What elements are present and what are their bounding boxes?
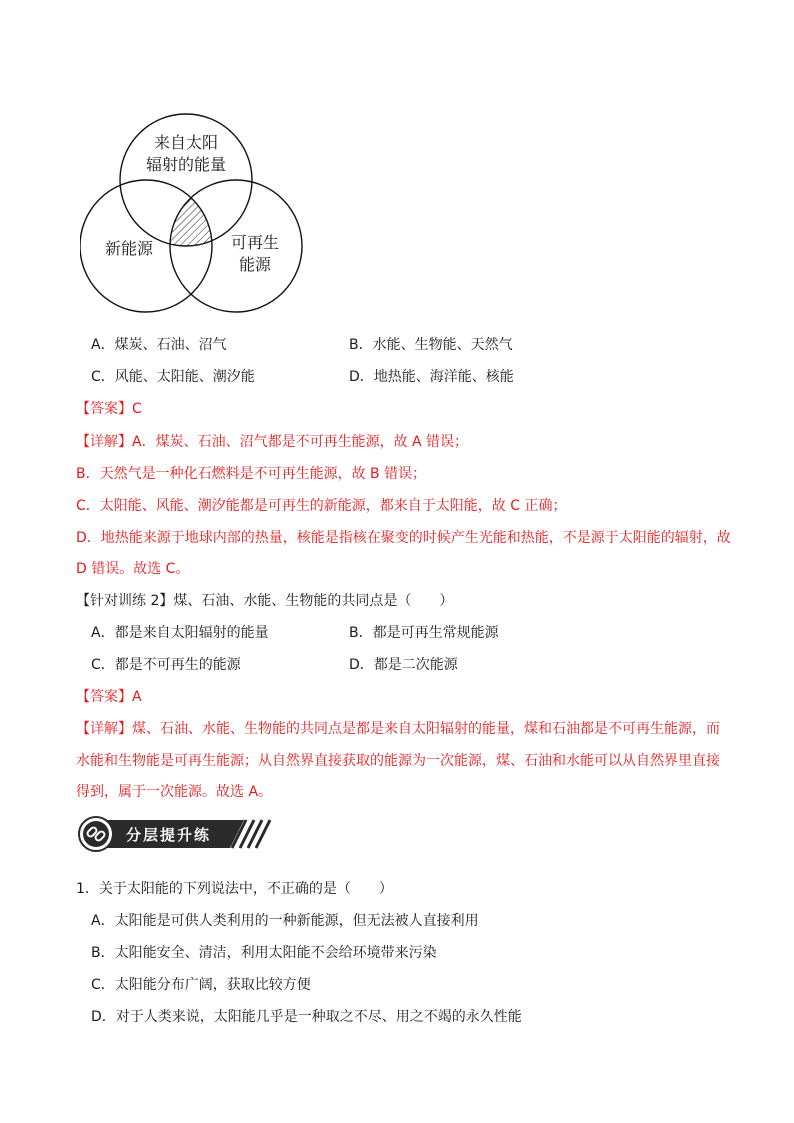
venn-label-solar-line1: 来自太阳: [153, 133, 218, 152]
section-banner: [78, 816, 274, 852]
q3-option-c: C．太阳能分布广阔，获取比较方便: [91, 977, 311, 993]
q1-option-d: D．地热能、海洋能、核能: [349, 369, 514, 385]
q2-option-d: D．都是二次能源: [349, 657, 458, 673]
q2-answer-value: A: [132, 689, 142, 705]
q2-option-a: A．都是来自太阳辐射的能量: [91, 625, 269, 641]
q1-option-a: A．煤炭、石油、沼气: [91, 337, 227, 353]
q1-answer: [76, 398, 142, 418]
q2-detail-line3: 得到，属于一次能源。故选 A。: [76, 784, 273, 800]
q1-detail-b: B．天然气是一种化石燃料是不可再生能源，故 B 错误；: [76, 466, 427, 482]
q2-detail-label: 【详解】: [76, 721, 132, 737]
q3-question: 1．关于太阳能的下列说法中，不正确的是（ ）: [76, 881, 393, 897]
q2-detail-line1-text: 煤、石油、水能、生物能的共同点是都是来自太阳辐射的能量，煤和石油都是不可再生能源，而: [132, 721, 720, 737]
section-title: 分层提升练: [126, 826, 212, 844]
q2-question-text: 煤、石油、水能、生物能的共同点是（ ）: [173, 593, 454, 609]
q2-detail-line2: 水能和生物能是可再生能源；从自然界直接获取的能源为一次能源，煤、石油和水能可以从自然界里直接: [76, 753, 720, 769]
q1-detail-d-line1: D．地热能来源于地球内部的热量，核能是指核在聚变的时候产生光能和热能，不是源于太阳能的辐射，故: [76, 530, 731, 546]
venn-label-solar-line2: 辐射的能量: [145, 155, 226, 174]
q1-option-b: B．水能、生物能、天然气: [349, 337, 513, 353]
q2-question: [76, 590, 453, 610]
venn-label-new-energy: 新能源: [104, 239, 153, 258]
venn-label-renewable: [220, 232, 290, 276]
q1-detail-a: [76, 431, 468, 451]
q1-detail-c: C．太阳能、风能、潮汐能都是可再生的新能源，都来自于太阳能，故 C 正确；: [76, 498, 567, 514]
q1-detail-label: 【详解】: [76, 434, 132, 450]
venn-label-renewable-line1: 可再生: [230, 233, 279, 252]
q2-option-b: B．都是可再生常规能源: [349, 625, 499, 641]
venn-label-renewable-line2: 能源: [238, 255, 271, 274]
q3-option-a: A．太阳能是可供人类利用的一种新能源，但无法被人直接利用: [91, 913, 479, 929]
q1-option-c: C．风能、太阳能、潮汐能: [91, 369, 255, 385]
q2-answer-label: 【答案】: [76, 689, 132, 705]
q2-prefix: 【针对训练 2】: [76, 593, 174, 609]
q1-detail-a-text: A．煤炭、石油、沼气都是不可再生能源，故 A 错误；: [132, 434, 469, 450]
q2-answer: [76, 686, 142, 706]
q2-detail-line1: [76, 718, 720, 738]
q3-option-d: D．对于人类来说，太阳能几乎是一种取之不尽、用之不竭的永久性能: [91, 1009, 522, 1025]
q3-option-b: B．太阳能安全、清洁，利用太阳能不会给环境带来污染: [91, 945, 437, 961]
venn-label-solar: [136, 132, 236, 176]
venn-diagram: [80, 112, 310, 322]
q1-answer-label: 【答案】: [76, 401, 132, 417]
q1-answer-value: C: [132, 401, 142, 417]
q2-option-c: C．都是不可再生的能源: [91, 657, 241, 673]
q1-detail-d-line2: D 错误。故选 C。: [76, 561, 190, 577]
